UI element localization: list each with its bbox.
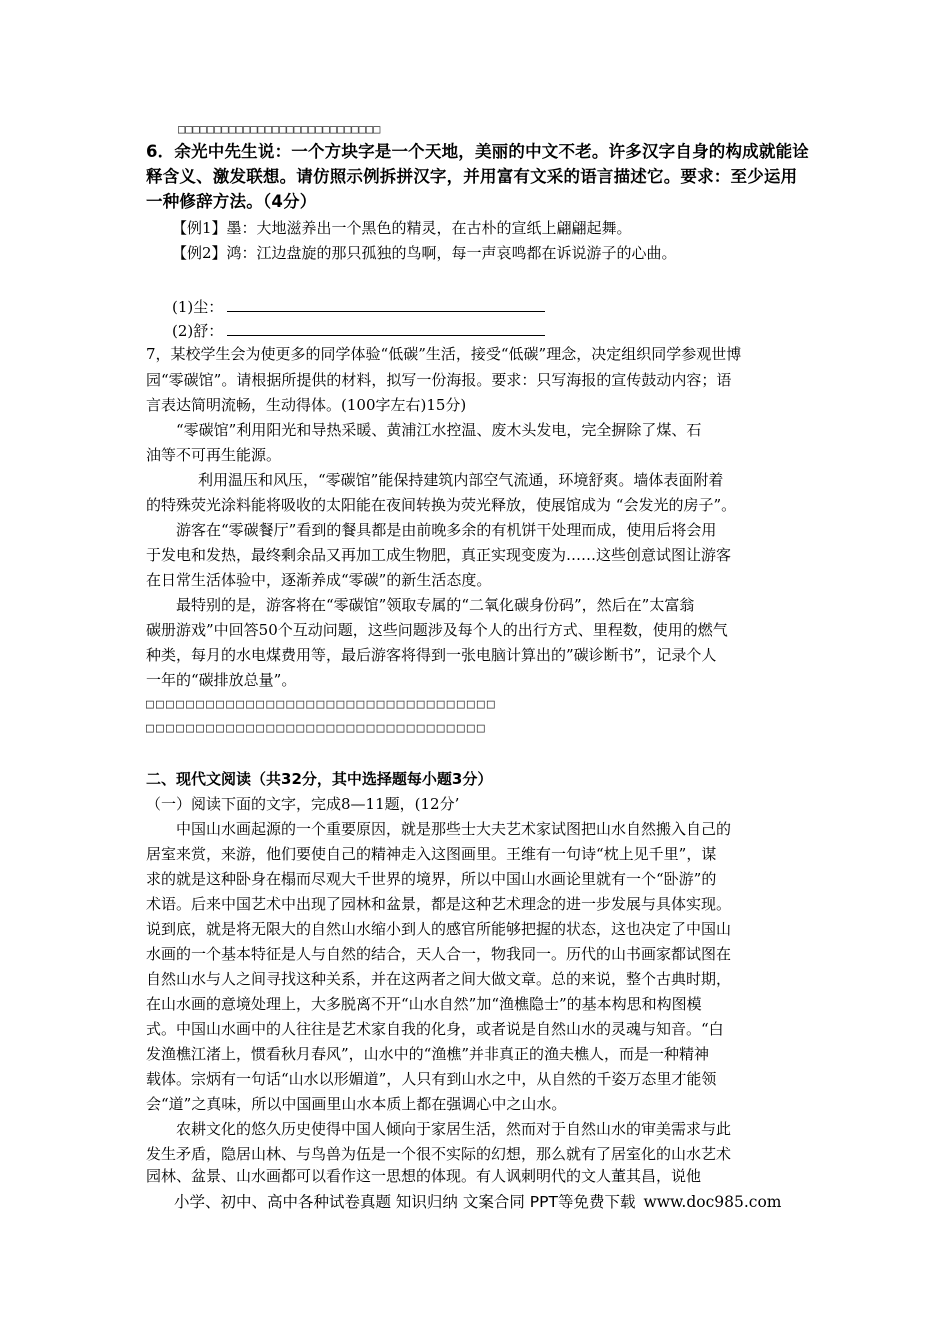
q7-material-line-5: 游客在“零碳餐厅”看到的餐具都是由前晚多余的有机饼干处理而成，使用后将会用 (176, 521, 717, 539)
q6-blank-2[interactable] (172, 320, 832, 342)
passage-p1-line-8: 在山水画的意境处理上，大多脱离不开“山水自然”加“渔樵隐士”的基本构思和构图模 (146, 995, 702, 1013)
passage-p1-line-7: 自然山水与人之间寻找这种关系，并在这两者之间大做文章。总的来说，整个古典时期， (146, 970, 732, 988)
passage-p1-line-5: 说到底，就是将无限大的自然山水缩小到人的感官所能够把握的状态，这也决定了中国山 (146, 920, 732, 938)
q7-prompt-line-2: 园“零碳馆”。请根据所提供的材料，拟写一份海报。要求：只写海报的宣传鼓动内容；语 (146, 371, 732, 389)
passage-p1-line-1: 中国山水画起源的一个重要原因，就是那些士大夫艺术家试图把山水自然搬入自己的 (176, 820, 732, 838)
passage-p1-line-12: 会“道”之真味，所以中国画里山水本质上都在强调心中之山水。 (146, 1095, 567, 1113)
passage-p1-line-10: 发渔樵江渚上，惯看秋月春风”，山水中的“渔樵”并非真正的渔夫樵人，而是一种精神 (146, 1045, 710, 1063)
q7-material-line-4: 的特殊荧光涂料能将吸收的太阳能在夜间转换为荧光释放，使展馆成为 “会发光的房子”。 (146, 496, 737, 514)
q6-example-1: 【例1】墨：大地滋养出一个黑色的精灵，在古朴的宣纸上翩翩起舞。 (172, 219, 632, 237)
q6-prompt-line-1: 6．余光中先生说：一个方块字是一个天地，美丽的中文不老。许多汉字自身的构成就能诠 (146, 142, 809, 161)
q7-material-line-9: 碳册游戏”中回答50个互动问题，这些问题涉及每个人的出行方式、里程数，使用的燃气 (146, 621, 728, 639)
footer-url-link[interactable]: www.doc985.com (643, 1193, 782, 1211)
q7-material-line-8: 最特别的是，游客将在“零碳馆”领取专属的“二氧化碳身份码”，然后在”太富翁 (176, 596, 695, 614)
q7-answer-boxes-row-2[interactable]: □□□□□□□□□□□□□□□□□□□□□□□□□□□□□□□□□□ (146, 721, 487, 736)
q7-material-line-3: 利用温压和风压，“零碳馆”能保持建筑内部空气流通，环境舒爽。墙体表面附着 (198, 471, 724, 489)
q7-material-line-2: 油等不可再生能源。 (146, 446, 282, 464)
passage-p1-line-4: 术语。后来中国艺术中出现了园林和盆景，都是这种艺术理念的进一步发展与具体实现。 (146, 895, 732, 913)
header-placeholder-boxes: □□□□□□□□□□□□□□□□□□□□□□□□□□□□ (178, 122, 381, 136)
footer-download-banner[interactable] (174, 1190, 782, 1212)
q7-prompt-line-1: 7，某校学生会为使更多的同学体验“低碳”生活，接受“低碳”理念，决定组织同学参观世博 (146, 345, 742, 363)
q6-blank-2-underline[interactable] (227, 321, 545, 336)
q7-answer-boxes-row-1[interactable]: □□□□□□□□□□□□□□□□□□□□□□□□□□□□□□□□□□□ (146, 697, 497, 712)
passage-p1-line-9: 式。中国山水画中的人往往是艺术家自我的化身，或者说是自然山水的灵魂与知音。“白 (146, 1020, 724, 1038)
section-2-heading: 二、现代文阅读（共32分，其中选择题每小题3分） (146, 770, 493, 788)
q7-material-line-10: 种类，每月的水电煤费用等，最后游客将得到一张电脑计算出的”碳诊断书”，记录个人 (146, 646, 717, 664)
passage-p1-line-2: 居室来赏，来游，他们要使自己的精神走入这图画里。王维有一句诗“枕上见千里”，谋 (146, 845, 717, 863)
q7-material-line-6: 于发电和发热，最终剩余品又再加工成生物肥，真正实现变废为……这些创意试图让游客 (146, 546, 732, 564)
q7-prompt-line-3: 言表达简明流畅，生动得体。(100字左右)15分) (146, 396, 467, 414)
section-2-subheading: （一）阅读下面的文字，完成8—11题，(12分’ (146, 795, 460, 813)
q7-material-line-7: 在日常生活体验中，逐渐养成“零碳”的新生活态度。 (146, 571, 492, 589)
q7-material-line-11: 一年的“碳排放总量”。 (146, 671, 297, 689)
q6-prompt-line-2: 释含义、激发联想。请仿照示例拆拼汉字，并用富有文采的语言描述它。要求：至少运用 (146, 167, 798, 186)
q6-blank-1[interactable] (172, 296, 832, 318)
passage-p1-line-3: 求的就是这种卧身在榻而尽观大千世界的境界，所以中国山水画论里就有一个“卧游”的 (146, 870, 717, 888)
passage-p2-line-3: 园林、盆景、山水画都可以看作这一思想的体现。有人讽刺明代的文人董其昌，说他 (146, 1167, 702, 1185)
passage-p2-line-2: 发生矛盾，隐居山林、与鸟兽为伍是一个很不实际的幻想，那么就有了居室化的山水艺术 (146, 1145, 732, 1163)
q6-example-2: 【例2】鸿：江边盘旋的那只孤独的鸟啊，每一声哀鸣都在诉说游子的心曲。 (172, 244, 677, 262)
q6-prompt-line-3: 一种修辞方法。（4分） (146, 192, 317, 211)
passage-p1-line-11: 载体。宗炳有一句话“山水以形媚道”，人只有到山水之中，从自然的千姿万态里才能领 (146, 1070, 717, 1088)
footer-text: 小学、初中、高中各种试卷真题 知识归纳 文案合同 PPT等免费下载 (174, 1193, 636, 1211)
passage-p1-line-6: 水画的一个基本特征是人与自然的结合，天人合一，物我同一。历代的山书画家都试图在 (146, 945, 732, 963)
q6-blank-1-underline[interactable] (227, 297, 545, 312)
q6-blank-1-label: (1)尘： (172, 298, 224, 316)
passage-p2-line-1: 农耕文化的悠久历史使得中国人倾向于家居生活，然而对于自然山水的审美需求与此 (176, 1120, 732, 1138)
q7-material-line-1: “零碳馆”利用阳光和导热采暖、黄浦江水控温、废木头发电，完全摒除了煤、石 (176, 421, 702, 439)
q6-blank-2-label: (2)舒： (172, 322, 224, 340)
